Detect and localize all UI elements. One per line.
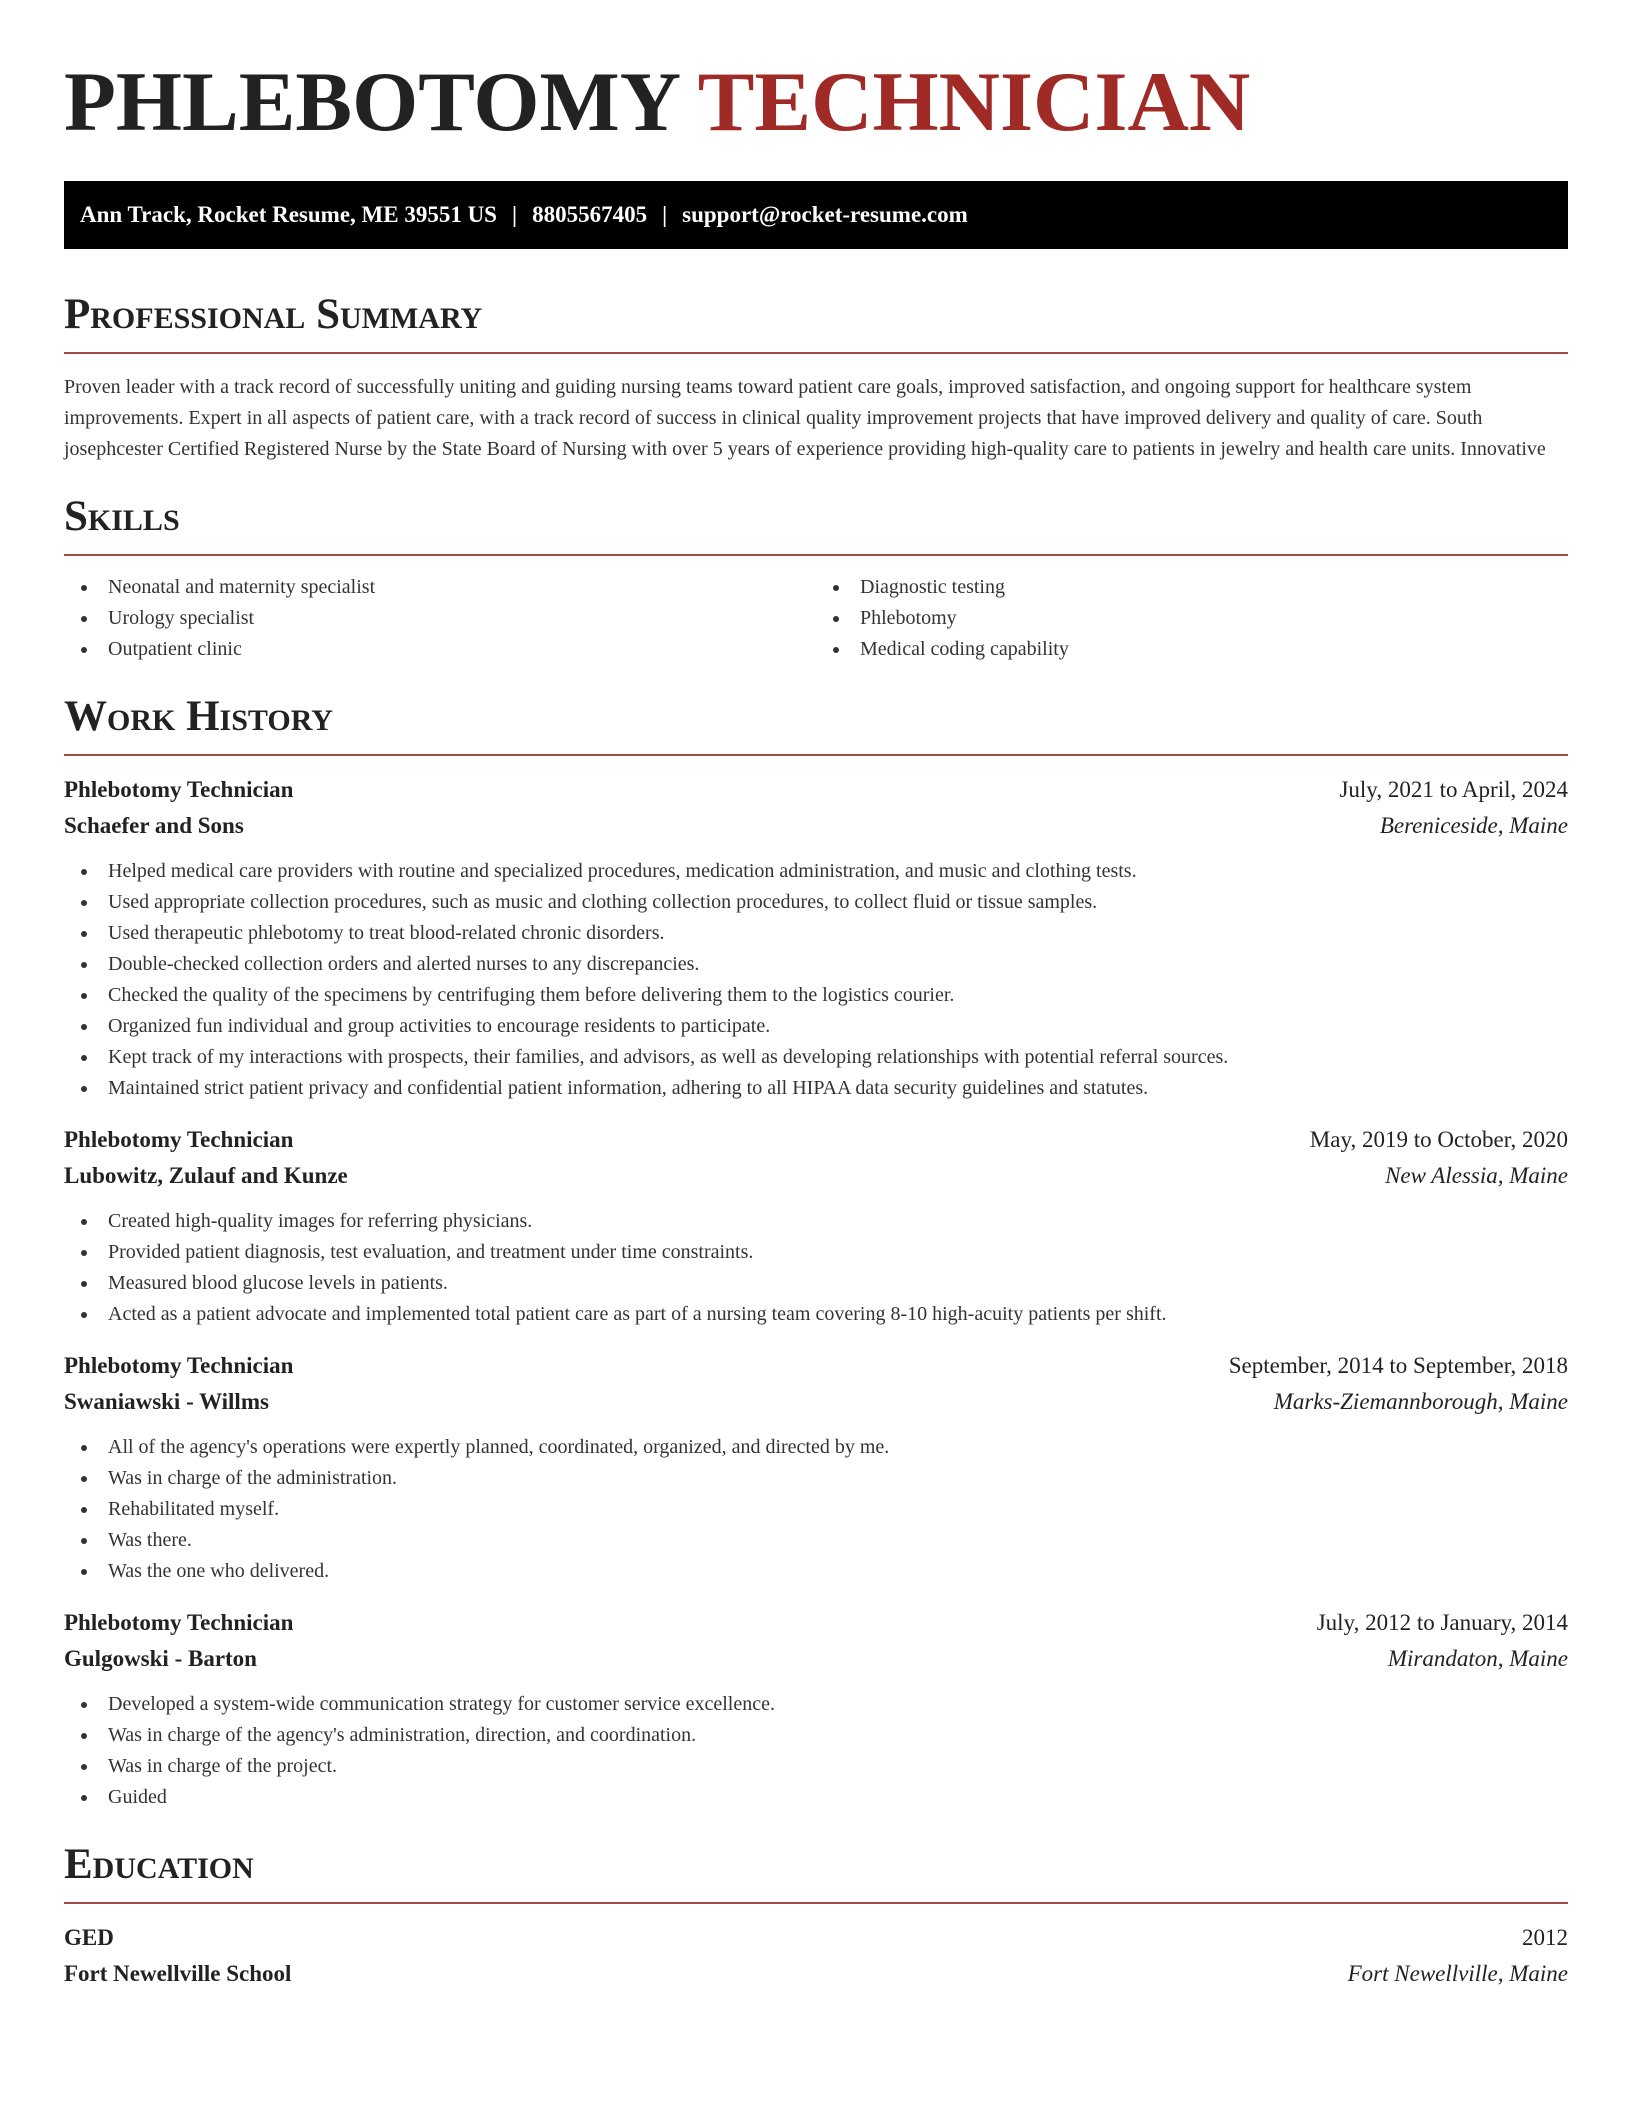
education-year: 2012 xyxy=(1522,1925,1568,1950)
education-location: Fort Newellville, Maine xyxy=(1347,1961,1568,1986)
job-duty-item: Created high-quality images for referring physicians. xyxy=(64,1206,1568,1237)
job-header-row xyxy=(64,1605,1568,1641)
skill-item: Urology specialist xyxy=(64,603,816,634)
job-duty-item: Provided patient diagnosis, test evaluation, and treatment under time constraints. xyxy=(64,1237,1568,1268)
job-title: Phlebotomy Technician xyxy=(64,1353,294,1378)
contact-address: Ann Track, Rocket Resume, ME 39551 US xyxy=(80,202,497,227)
job-duty-item: Measured blood glucose levels in patients. xyxy=(64,1268,1568,1299)
education-school: Fort Newellville School xyxy=(64,1961,292,1986)
job-duty-item: Double-checked collection orders and alerted nurses to any discrepancies. xyxy=(64,949,1568,980)
job-company: Gulgowski - Barton xyxy=(64,1646,257,1671)
resume-title xyxy=(64,52,1568,152)
skill-item: Diagnostic testing xyxy=(816,572,1568,603)
education-section xyxy=(64,1840,1568,1992)
job-dates: May, 2019 to October, 2020 xyxy=(1309,1127,1568,1152)
section-heading-skills: Skills xyxy=(64,493,180,540)
section-heading-work: Work History xyxy=(64,693,333,740)
skill-item: Neonatal and maternity specialist xyxy=(64,572,816,603)
job-duties-list xyxy=(64,1206,1568,1330)
job-duty-item: Guided xyxy=(64,1782,1568,1813)
job-entry xyxy=(64,1605,1568,1813)
job-location: Marks-Ziemannborough, Maine xyxy=(1273,1389,1568,1414)
section-divider xyxy=(64,754,1568,756)
job-duty-item: Used appropriate collection procedures, such as music and clothing collection procedures, to collect fluid or tissue samples. xyxy=(64,887,1568,918)
job-duty-item: Checked the quality of the specimens by centrifuging them before delivering them to the logistics courier. xyxy=(64,980,1568,1011)
job-duty-item: Rehabilitated myself. xyxy=(64,1494,1568,1525)
job-company: Swaniawski - Willms xyxy=(64,1389,269,1414)
job-duty-item: All of the agency's operations were expertly planned, coordinated, organized, and directed by me. xyxy=(64,1432,1568,1463)
skills-section xyxy=(64,492,1568,665)
professional-summary-section xyxy=(64,290,1568,465)
job-duty-item: Kept track of my interactions with prospects, their families, and advisors, as well as developing relationships with potential referral sources. xyxy=(64,1042,1568,1073)
job-duty-item: Maintained strict patient privacy and confidential patient information, adhering to all HIPAA data security guidelines and statutes. xyxy=(64,1073,1568,1104)
job-duty-item: Was the one who delivered. xyxy=(64,1556,1568,1587)
job-location: New Alessia, Maine xyxy=(1385,1163,1568,1188)
job-company-row xyxy=(64,1641,1568,1677)
job-entry xyxy=(64,1348,1568,1587)
job-company: Schaefer and Sons xyxy=(64,813,244,838)
job-duty-item: Was in charge of the project. xyxy=(64,1751,1568,1782)
section-divider xyxy=(64,352,1568,354)
section-heading-education: Education xyxy=(64,1841,254,1888)
job-title: Phlebotomy Technician xyxy=(64,777,294,802)
job-header-row xyxy=(64,1122,1568,1158)
education-entry xyxy=(64,1920,1568,1992)
summary-text: Proven leader with a track record of successfully uniting and guiding nursing teams toward patient care goals, improved satisfaction, and ongoing support for healthcare system improvements. Expert in all aspects of patient care, with a track record of success in clinical quality improvement projects that have improved delivery and quality of care. South josephcester Certified Registered Nurse by the State Board of Nursing with over 5 years of experience providing high-quality care to patients in jewelry and health care units. Innovative xyxy=(64,376,1546,460)
resume-title-part2: TECHNICIAN xyxy=(697,55,1251,149)
job-duties-list xyxy=(64,856,1568,1104)
education-degree: GED xyxy=(64,1925,114,1950)
resume-title-part1: PHLEBOTOMY xyxy=(64,55,678,149)
section-divider xyxy=(64,554,1568,556)
job-location: Mirandaton, Maine xyxy=(1387,1646,1568,1671)
skill-item: Outpatient clinic xyxy=(64,634,816,665)
job-title: Phlebotomy Technician xyxy=(64,1610,294,1635)
skill-item: Phlebotomy xyxy=(816,603,1568,634)
job-company-row xyxy=(64,1384,1568,1420)
education-header-row xyxy=(64,1920,1568,1956)
contact-bar xyxy=(64,181,1568,249)
job-duties-list xyxy=(64,1432,1568,1587)
contact-separator: | xyxy=(662,202,668,227)
job-company: Lubowitz, Zulauf and Kunze xyxy=(64,1163,348,1188)
section-divider xyxy=(64,1902,1568,1904)
education-school-row xyxy=(64,1956,1568,1992)
job-company-row xyxy=(64,1158,1568,1194)
job-duty-item: Used therapeutic phlebotomy to treat blood-related chronic disorders. xyxy=(64,918,1568,949)
contact-separator: | xyxy=(511,202,518,227)
skills-grid xyxy=(64,572,1568,665)
job-dates: September, 2014 to September, 2018 xyxy=(1228,1353,1568,1378)
job-duty-item: Organized fun individual and group activities to encourage residents to participate. xyxy=(64,1011,1568,1042)
work-history-section xyxy=(64,692,1568,1813)
skill-item: Medical coding capability xyxy=(816,634,1568,665)
job-duties-list xyxy=(64,1689,1568,1813)
contact-email: support@rocket-resume.com xyxy=(682,202,968,227)
skills-column-right xyxy=(816,572,1568,665)
job-dates: July, 2012 to January, 2014 xyxy=(1316,1610,1568,1635)
job-location: Bereniceside, Maine xyxy=(1379,813,1568,838)
job-header-row xyxy=(64,772,1568,808)
job-title: Phlebotomy Technician xyxy=(64,1127,294,1152)
contact-phone: 8805567405 xyxy=(532,202,648,227)
job-company-row xyxy=(64,808,1568,844)
job-duty-item: Was in charge of the administration. xyxy=(64,1463,1568,1494)
job-duty-item: Was there. xyxy=(64,1525,1568,1556)
skills-column-left xyxy=(64,572,816,665)
section-heading-summary: Professional Summary xyxy=(64,291,483,338)
job-duty-item: Helped medical care providers with routine and specialized procedures, medication administration, and music and clothing tests. xyxy=(64,856,1568,887)
job-entry xyxy=(64,772,1568,1104)
job-duty-item: Developed a system-wide communication strategy for customer service excellence. xyxy=(64,1689,1568,1720)
job-dates: July, 2021 to April, 2024 xyxy=(1339,777,1568,802)
job-entry xyxy=(64,1122,1568,1330)
job-duty-item: Was in charge of the agency's administration, direction, and coordination. xyxy=(64,1720,1568,1751)
job-duty-item: Acted as a patient advocate and implemented total patient care as part of a nursing team covering 8-10 high-acuity patients per shift. xyxy=(64,1299,1568,1330)
job-header-row xyxy=(64,1348,1568,1384)
